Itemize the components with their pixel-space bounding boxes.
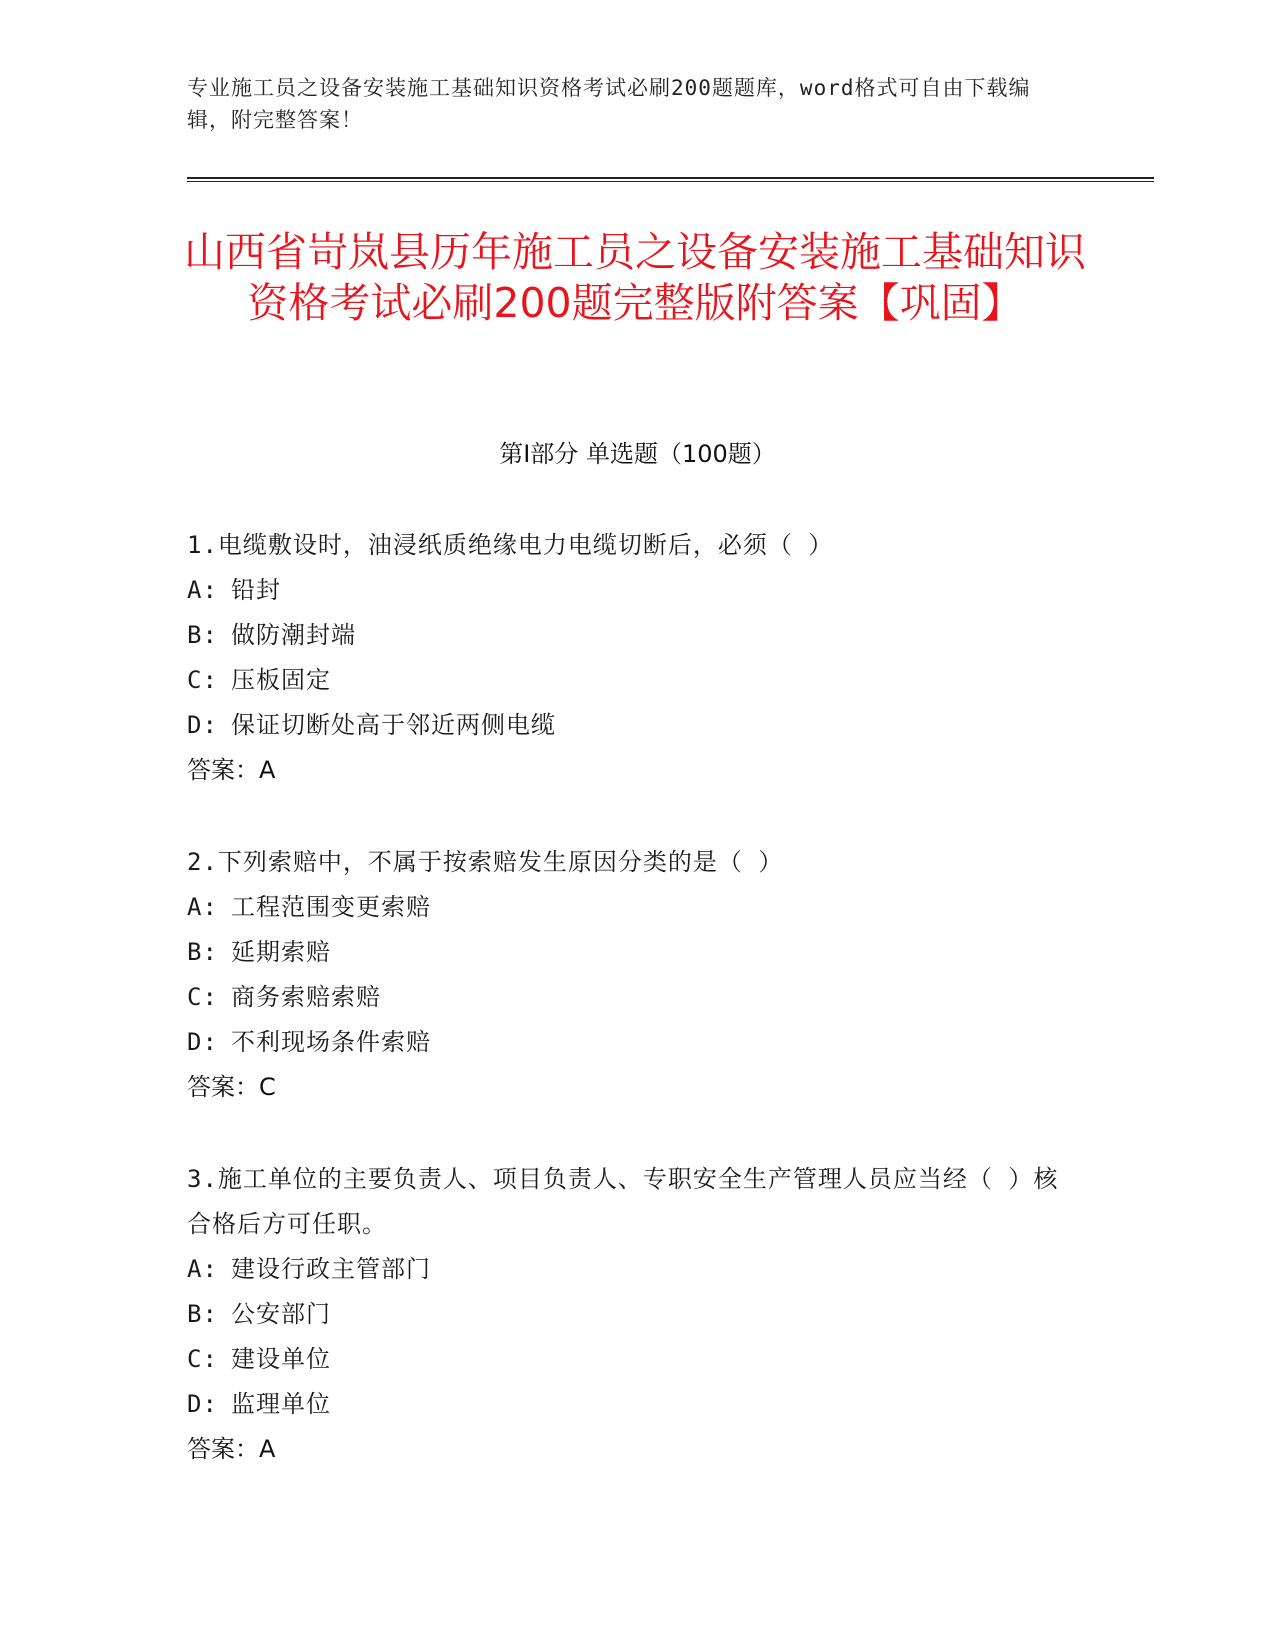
question-block [187, 523, 1067, 793]
option-a [187, 568, 1067, 613]
option-letter: D: [187, 711, 218, 739]
option-d [187, 703, 1067, 748]
option-text: 不利现场条件索赔 [231, 1028, 431, 1056]
header-divider-thick [187, 177, 1154, 179]
option-d [187, 1382, 1067, 1427]
option-text: 监理单位 [231, 1390, 331, 1418]
option-text: 公安部门 [231, 1300, 331, 1328]
option-text: 延期索赔 [231, 938, 331, 966]
answer-line: 答案：A [187, 1435, 276, 1463]
option-text: 铅封 [231, 576, 281, 604]
option-text: 建设行政主管部门 [231, 1255, 431, 1283]
option-a [187, 885, 1067, 930]
option-text: 保证切断处高于邻近两侧电缆 [231, 711, 556, 739]
option-letter: B: [187, 1300, 218, 1328]
section-heading: 第Ⅰ部分 单选题（100题） [499, 440, 776, 468]
answer-line: 答案：C [187, 1073, 276, 1101]
question-stem: 2.下列索赔中，不属于按索赔发生原因分类的是（ ） [187, 848, 784, 876]
option-letter: A: [187, 576, 218, 604]
option-letter: B: [187, 621, 218, 649]
option-letter: B: [187, 938, 218, 966]
option-c [187, 1337, 1067, 1382]
option-c [187, 975, 1067, 1020]
option-letter: C: [187, 666, 218, 694]
answer-line: 答案：A [187, 756, 276, 784]
option-c [187, 658, 1067, 703]
option-text: 工程范围变更索赔 [231, 893, 431, 921]
option-a [187, 1247, 1067, 1292]
option-b [187, 1292, 1067, 1337]
option-b [187, 613, 1067, 658]
option-text: 做防潮封端 [231, 621, 356, 649]
question-stem: 3.施工单位的主要负责人、项目负责人、专职安全生产管理人员应当经（ ）核合格后方可任职。 [187, 1165, 1059, 1238]
header-note: 专业施工员之设备安装施工基础知识资格考试必刷200题题库，word格式可自由下载编辑，附完整答案！ [187, 76, 1031, 132]
option-letter: C: [187, 1345, 218, 1373]
option-d [187, 1020, 1067, 1065]
option-letter: C: [187, 983, 218, 1011]
option-letter: A: [187, 1255, 218, 1283]
question-block [187, 1157, 1067, 1472]
header-divider-thin [187, 181, 1154, 182]
option-text: 建设单位 [231, 1345, 331, 1373]
option-letter: D: [187, 1028, 218, 1056]
option-letter: D: [187, 1390, 218, 1418]
option-text: 商务索赔索赔 [231, 983, 381, 1011]
option-letter: A: [187, 893, 218, 921]
option-b [187, 930, 1067, 975]
question-stem: 1.电缆敷设时，油浸纸质绝缘电力电缆切断后，必须（ ） [187, 531, 834, 559]
document-title: 山西省岢岚县历年施工员之设备安装施工基础知识资格考试必刷200题完整版附答案【巩固】 [184, 228, 1086, 327]
option-text: 压板固定 [231, 666, 331, 694]
question-block [187, 840, 1067, 1110]
